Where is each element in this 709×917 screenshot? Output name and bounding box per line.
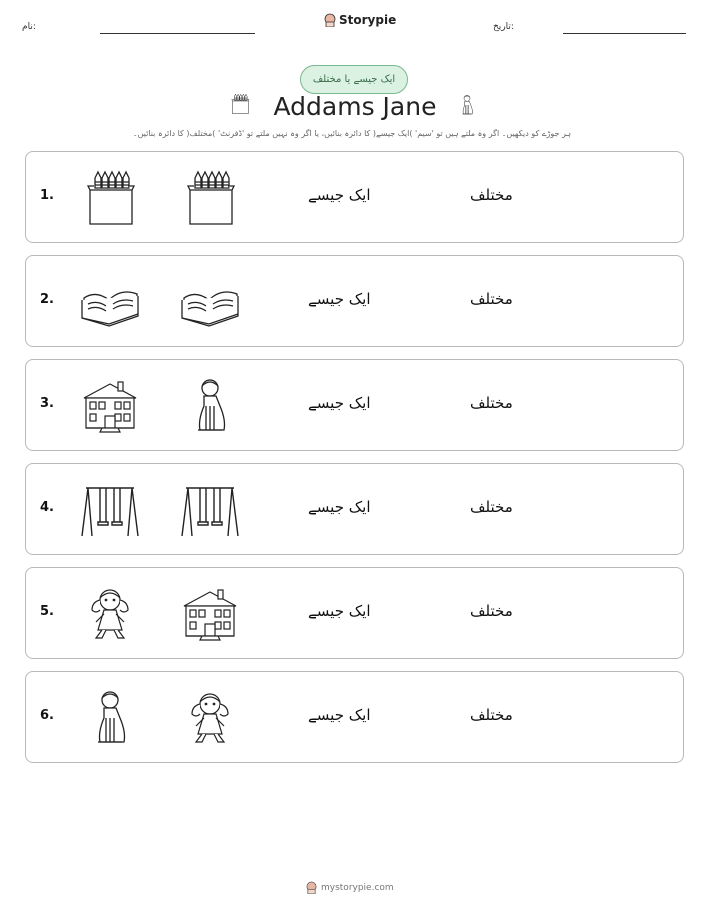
same-option[interactable]: ایک جیسے [308,498,371,516]
house-icon [178,584,242,644]
footer-url: mystorypie.com [321,882,394,893]
name-label: نام: [22,22,36,32]
row-number: 4. [40,500,54,515]
book-icon [178,272,242,332]
exercise-row [25,359,684,451]
different-option[interactable]: مختلف [470,602,513,620]
exercise-row [25,255,684,347]
row-number: 6. [40,708,54,723]
same-option[interactable]: ایک جیسے [308,394,371,412]
row-number: 1. [40,188,54,203]
different-option[interactable]: مختلف [470,290,513,308]
page-title: Addams Jane [273,92,437,121]
crayons-icon [228,92,252,116]
peg-doll-icon [78,688,142,748]
row-number: 5. [40,604,54,619]
peg-doll-icon [455,91,479,119]
different-option[interactable]: مختلف [470,394,513,412]
row-number: 3. [40,396,54,411]
storypie-logo [324,13,396,27]
exercise-row [25,463,684,555]
date-line [563,33,686,34]
swing-icon [78,480,142,540]
exercise-row [25,151,684,243]
name-line [100,33,255,34]
swing-icon [178,480,242,540]
bear-icon [324,13,336,27]
footer [306,881,394,894]
book-icon [78,272,142,332]
instructions: ہر جوڑے کو دیکھیں۔ اگر وہ ملتے ہیں تو 'سیم' )ایک جیسے( کا دائرہ بنائیں، یا اگر وہ نہیں ملتے تو 'ڈفرنٹ' )مختلف( کا دائرہ بنائیں۔ [132,129,572,138]
different-option[interactable]: مختلف [470,498,513,516]
crayons-icon [78,168,142,228]
same-option[interactable]: ایک جیسے [308,602,371,620]
crayons-icon [178,168,242,228]
exercise-row [25,567,684,659]
different-option[interactable]: مختلف [470,706,513,724]
same-option[interactable]: ایک جیسے [308,706,371,724]
peg-doll-icon [178,376,242,436]
brand-name: Storypie [339,13,397,27]
bear-icon [306,881,317,894]
same-option[interactable]: ایک جیسے [308,290,371,308]
row-number: 2. [40,292,54,307]
worksheet-type-badge: ایک جیسے یا مختلف [300,65,408,94]
house-icon [78,376,142,436]
same-option[interactable]: ایک جیسے [308,186,371,204]
date-label: تاریخ: [493,22,514,32]
rag-doll-icon [178,688,242,748]
different-option[interactable]: مختلف [470,186,513,204]
exercise-row [25,671,684,763]
rag-doll-icon [78,584,142,644]
